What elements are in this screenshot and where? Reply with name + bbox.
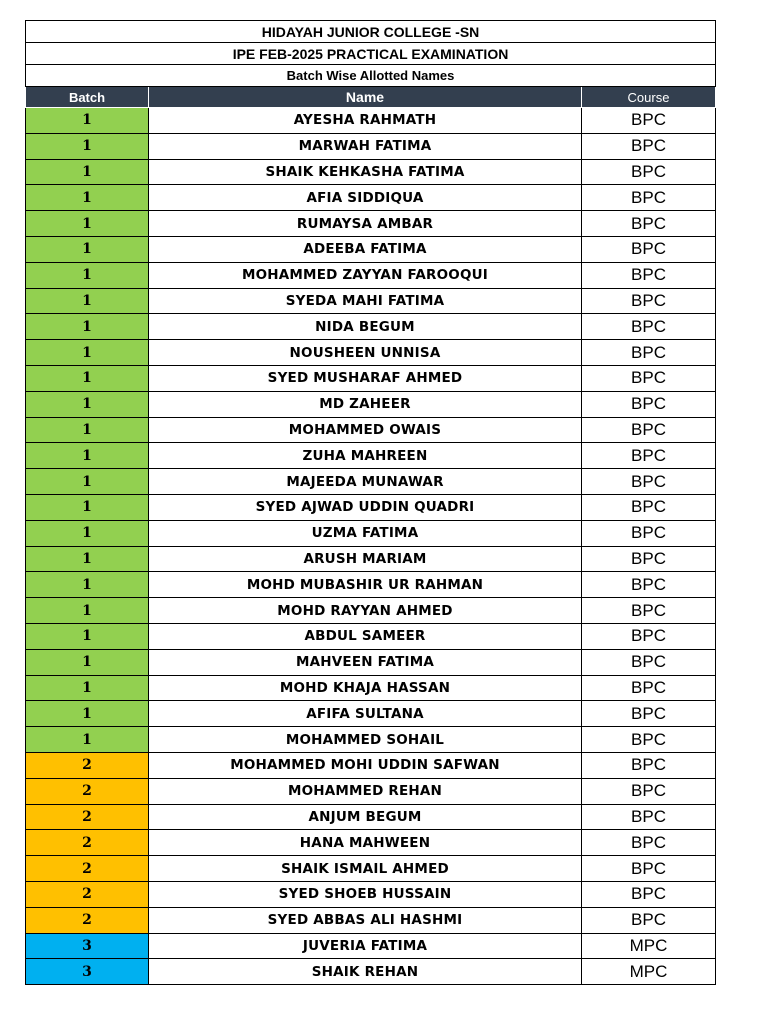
table-row xyxy=(26,675,716,701)
course-cell: BPC xyxy=(582,598,716,624)
course-cell: BPC xyxy=(582,211,716,237)
course-cell: BPC xyxy=(582,649,716,675)
name-cell: NOUSHEEN UNNISA xyxy=(149,340,582,366)
course-cell: MPC xyxy=(582,933,716,959)
name-cell: AYESHA RAHMATH xyxy=(149,108,582,134)
name-cell: MOHAMMED ZAYYAN FAROOQUI xyxy=(149,262,582,288)
name-cell: AFIFA SULTANA xyxy=(149,701,582,727)
name-cell: JUVERIA FATIMA xyxy=(149,933,582,959)
batch-cell: 1 xyxy=(26,598,149,624)
course-cell: BPC xyxy=(582,752,716,778)
course-cell: BPC xyxy=(582,520,716,546)
batch-cell: 1 xyxy=(26,185,149,211)
name-cell: SHAIK ISMAIL AHMED xyxy=(149,856,582,882)
college-title: HIDAYAH JUNIOR COLLEGE -SN xyxy=(26,21,716,43)
course-cell: BPC xyxy=(582,417,716,443)
batch-cell: 1 xyxy=(26,133,149,159)
name-cell: ANJUM BEGUM xyxy=(149,804,582,830)
course-cell: BPC xyxy=(582,469,716,495)
title-row-college xyxy=(26,21,716,43)
name-cell: SYED SHOEB HUSSAIN xyxy=(149,881,582,907)
name-cell: MOHAMMED SOHAIL xyxy=(149,727,582,753)
name-cell: AFIA SIDDIQUA xyxy=(149,185,582,211)
batch-cell: 1 xyxy=(26,211,149,237)
batch-cell: 1 xyxy=(26,727,149,753)
table-row xyxy=(26,365,716,391)
table-row xyxy=(26,443,716,469)
course-cell: BPC xyxy=(582,236,716,262)
course-cell: BPC xyxy=(582,675,716,701)
batch-cell: 1 xyxy=(26,417,149,443)
table-row xyxy=(26,623,716,649)
batch-cell: 2 xyxy=(26,830,149,856)
batch-cell: 2 xyxy=(26,856,149,882)
table-row xyxy=(26,778,716,804)
name-cell: SHAIK KEHKASHA FATIMA xyxy=(149,159,582,185)
course-cell: BPC xyxy=(582,494,716,520)
exam-title: IPE FEB-2025 PRACTICAL EXAMINATION xyxy=(26,43,716,65)
course-cell: BPC xyxy=(582,443,716,469)
course-cell: BPC xyxy=(582,856,716,882)
table-row xyxy=(26,494,716,520)
batch-cell: 1 xyxy=(26,443,149,469)
table-row xyxy=(26,804,716,830)
table-row xyxy=(26,752,716,778)
course-cell: BPC xyxy=(582,546,716,572)
batch-cell: 3 xyxy=(26,933,149,959)
batch-cell: 1 xyxy=(26,391,149,417)
name-cell: NIDA BEGUM xyxy=(149,314,582,340)
course-cell: BPC xyxy=(582,314,716,340)
table-row xyxy=(26,340,716,366)
allotment-sheet xyxy=(25,20,716,985)
course-cell: BPC xyxy=(582,262,716,288)
column-header-course: Course xyxy=(582,87,716,108)
batch-cell: 3 xyxy=(26,959,149,985)
name-cell: SHAIK REHAN xyxy=(149,959,582,985)
table-row xyxy=(26,959,716,985)
name-cell: RUMAYSA AMBAR xyxy=(149,211,582,237)
course-cell: MPC xyxy=(582,959,716,985)
table-row xyxy=(26,933,716,959)
batch-cell: 1 xyxy=(26,340,149,366)
course-cell: BPC xyxy=(582,701,716,727)
name-cell: HANA MAHWEEN xyxy=(149,830,582,856)
course-cell: BPC xyxy=(582,572,716,598)
batch-cell: 1 xyxy=(26,546,149,572)
batch-cell: 1 xyxy=(26,365,149,391)
batch-cell: 1 xyxy=(26,623,149,649)
batch-cell: 2 xyxy=(26,881,149,907)
table-row xyxy=(26,417,716,443)
table-row xyxy=(26,288,716,314)
name-cell: ARUSH MARIAM xyxy=(149,546,582,572)
name-cell: MD ZAHEER xyxy=(149,391,582,417)
name-cell: SYED ABBAS ALI HASHMI xyxy=(149,907,582,933)
course-cell: BPC xyxy=(582,804,716,830)
course-cell: BPC xyxy=(582,778,716,804)
table-row xyxy=(26,211,716,237)
batch-cell: 1 xyxy=(26,288,149,314)
name-cell: MOHD MUBASHIR UR RAHMAN xyxy=(149,572,582,598)
table-row xyxy=(26,856,716,882)
name-cell: MOHAMMED MOHI UDDIN SAFWAN xyxy=(149,752,582,778)
batch-cell: 1 xyxy=(26,572,149,598)
table-row xyxy=(26,572,716,598)
table-row xyxy=(26,830,716,856)
column-header-row xyxy=(26,87,716,108)
name-cell: SYED AJWAD UDDIN QUADRI xyxy=(149,494,582,520)
table-row xyxy=(26,520,716,546)
name-cell: MARWAH FATIMA xyxy=(149,133,582,159)
batch-cell: 1 xyxy=(26,701,149,727)
column-header-name: Name xyxy=(149,87,582,108)
table-row xyxy=(26,727,716,753)
course-cell: BPC xyxy=(582,881,716,907)
batch-cell: 1 xyxy=(26,314,149,340)
table-row xyxy=(26,881,716,907)
table-row xyxy=(26,649,716,675)
batch-cell: 2 xyxy=(26,907,149,933)
course-cell: BPC xyxy=(582,133,716,159)
name-cell: MOHAMMED OWAIS xyxy=(149,417,582,443)
table-row xyxy=(26,159,716,185)
name-cell: ADEEBA FATIMA xyxy=(149,236,582,262)
batch-cell: 2 xyxy=(26,804,149,830)
table-row xyxy=(26,133,716,159)
course-cell: BPC xyxy=(582,159,716,185)
course-cell: BPC xyxy=(582,340,716,366)
name-cell: ZUHA MAHREEN xyxy=(149,443,582,469)
course-cell: BPC xyxy=(582,108,716,134)
batch-cell: 1 xyxy=(26,262,149,288)
student-list xyxy=(26,108,716,985)
column-header-batch: Batch xyxy=(26,87,149,108)
batch-cell: 1 xyxy=(26,159,149,185)
table-row xyxy=(26,236,716,262)
course-cell: BPC xyxy=(582,288,716,314)
table-row xyxy=(26,185,716,211)
table-row xyxy=(26,701,716,727)
course-cell: BPC xyxy=(582,185,716,211)
name-cell: MOHAMMED REHAN xyxy=(149,778,582,804)
title-row-exam xyxy=(26,43,716,65)
course-cell: BPC xyxy=(582,727,716,753)
table-row xyxy=(26,108,716,134)
batch-cell: 2 xyxy=(26,778,149,804)
table-row xyxy=(26,391,716,417)
sheet-subtitle: Batch Wise Allotted Names xyxy=(26,65,716,87)
batch-cell: 1 xyxy=(26,236,149,262)
name-cell: ABDUL SAMEER xyxy=(149,623,582,649)
name-cell: MAHVEEN FATIMA xyxy=(149,649,582,675)
batch-cell: 1 xyxy=(26,649,149,675)
name-cell: SYED MUSHARAF AHMED xyxy=(149,365,582,391)
batch-cell: 1 xyxy=(26,108,149,134)
batch-cell: 1 xyxy=(26,675,149,701)
batch-cell: 2 xyxy=(26,752,149,778)
course-cell: BPC xyxy=(582,907,716,933)
course-cell: BPC xyxy=(582,391,716,417)
name-cell: MOHD KHAJA HASSAN xyxy=(149,675,582,701)
table-row xyxy=(26,469,716,495)
name-cell: SYEDA MAHI FATIMA xyxy=(149,288,582,314)
name-cell: MOHD RAYYAN AHMED xyxy=(149,598,582,624)
batch-cell: 1 xyxy=(26,469,149,495)
name-cell: MAJEEDA MUNAWAR xyxy=(149,469,582,495)
name-cell: UZMA FATIMA xyxy=(149,520,582,546)
table-row xyxy=(26,314,716,340)
table-row xyxy=(26,907,716,933)
course-cell: BPC xyxy=(582,830,716,856)
course-cell: BPC xyxy=(582,623,716,649)
course-cell: BPC xyxy=(582,365,716,391)
title-row-subtitle xyxy=(26,65,716,87)
batch-cell: 1 xyxy=(26,520,149,546)
table-row xyxy=(26,262,716,288)
table-row xyxy=(26,598,716,624)
batch-cell: 1 xyxy=(26,494,149,520)
table-row xyxy=(26,546,716,572)
